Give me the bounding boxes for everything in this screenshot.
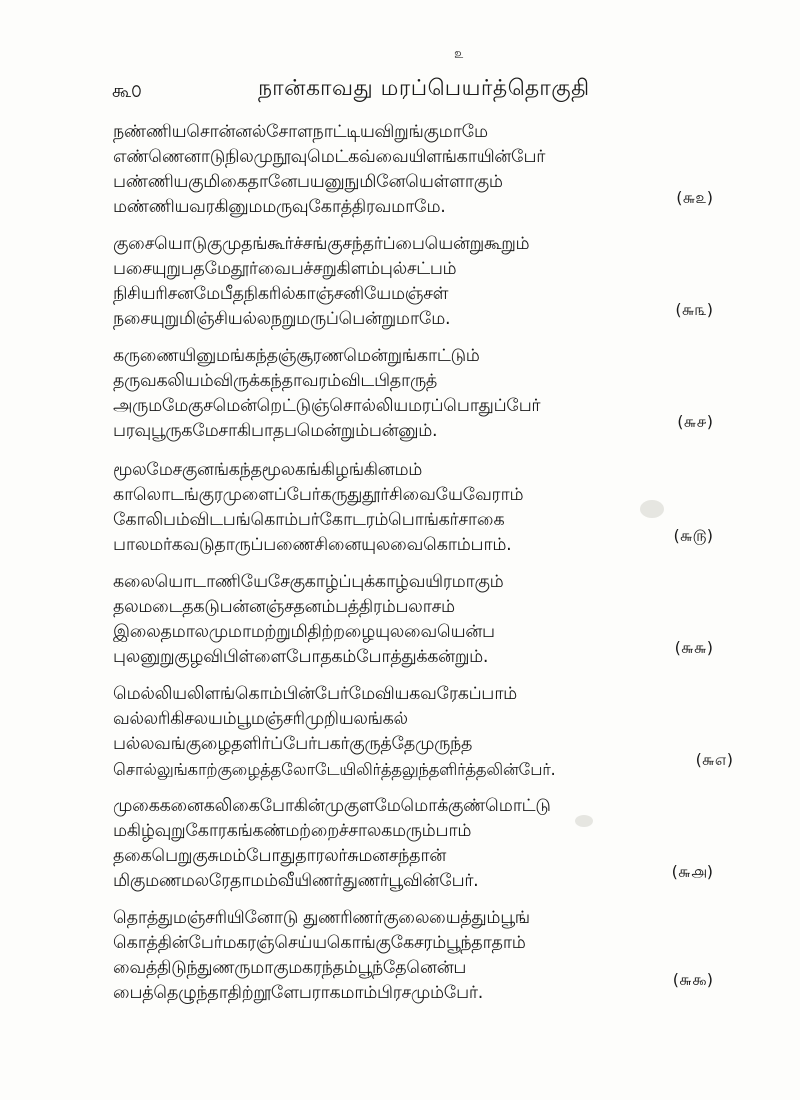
stanza-64 <box>113 344 713 444</box>
verse-line: நண்ணியசொன்னல்சோளநாட்டியவிறுங்குமாமே <box>113 122 488 142</box>
verse-number: (௬௭) <box>695 750 733 769</box>
verse-line: எண்ணெனாடுநிலமுநூவுமெட்கவ்வையிளங்காயின்பேர் <box>113 147 546 167</box>
verse-line: தகைபெறுகுசுமம்போதுதாரலர்சுமனசந்தான் <box>113 846 447 866</box>
verse-line: தருவகலியம்விருக்கந்தாவரம்விடபிதாருத் <box>113 371 437 391</box>
verse-line: வல்லரிகிசலயம்பூமஞ்சரிமுறியலங்கல் <box>113 709 408 729</box>
verse-line: தொத்துமஞ்சரியினோடு துணரிணர்குலையைத்தும்பூங் <box>113 908 530 928</box>
verse-number: (௬௯) <box>672 970 713 989</box>
verse-line: சொல்லுங்காற்குழைத்தலோடேயிலிர்த்தலுந்தளிர்த்தலின்பேர். <box>113 760 556 779</box>
verse-line: மண்ணியவரகினுமமருவுகோத்திரவமாமே. <box>113 197 446 217</box>
verse-line: தலமடைதகடுபன்னஞ்சதனம்பத்திரம்பலாசம் <box>113 597 455 617</box>
stanza-69 <box>113 906 713 1006</box>
verse-number: (௬௫) <box>673 526 713 545</box>
verse-line: கோலிபம்விடபங்கொம்பர்கோடரம்பொங்கர்சாகை <box>113 510 505 530</box>
stanza-67 <box>113 682 733 782</box>
verse-line: காலொடங்குரமுளைப்பேர்கருதுதூர்சிவையேவேராம் <box>113 485 524 505</box>
verse-number: (௬௬) <box>674 638 713 657</box>
verse-line: கலையொடாணியேசேகுகாழ்ப்புக்காழ்வயிரமாகும் <box>113 572 504 592</box>
verse-line: மகிழ்வுறுகோரகங்கண்மற்றைச்சாலகமரும்பாம் <box>113 821 472 841</box>
stanza-62 <box>113 120 713 220</box>
verse-line: மூலமேசகுனங்கந்தமூலகங்கிழங்கினமம் <box>113 460 423 480</box>
verse-number: (௬௩) <box>675 300 713 319</box>
stanza-68 <box>113 794 713 894</box>
verse-line: மெல்லியலிளங்கொம்பின்பேர்மேவியகவரேகப்பாம் <box>113 684 517 704</box>
verse-line: கொத்தின்பேர்மகரஞ்செய்யகொங்குகேசரம்பூந்தாதாம் <box>113 933 526 953</box>
running-head: நான்காவது மரப்பெயர்த்தொகுதி <box>258 76 590 101</box>
stanza-65 <box>113 458 713 558</box>
verse-line: குசையொடுகுமுதங்கூர்ச்சங்குசந்தர்ப்பையென்றுகூறும் <box>113 234 530 254</box>
verse-line: முகைகனைகலிகைபோகின்முகுளமேமொக்குண்மொட்டு <box>113 796 551 816</box>
verse-line: வைத்திடுந்துணருமாகுமகரந்தம்பூந்தேனென்ப <box>113 958 467 978</box>
verse-line: நசையுறுமிஞ்சியல்லநறுமருப்பென்றுமாமே. <box>113 309 451 329</box>
verse-line: பண்ணியகுமிகைதானேபயனுநுமினேயெள்ளாகும் <box>113 172 503 192</box>
stanza-66 <box>113 570 713 670</box>
verse-line: அருமமேகுசமென்றெட்டுஞ்சொல்லியமரப்பொதுப்பேர் <box>113 396 541 416</box>
top-mark: ௨ <box>454 46 464 62</box>
verse-number: (௬௪) <box>677 412 713 431</box>
verse-line: புலனுறுகுழவிபிள்ளைபோதகம்போத்துக்கன்றும். <box>113 647 489 667</box>
verse-line: பல்லவங்குழைதளிர்ப்பேர்பகர்குருத்தேமுருந்த <box>113 734 473 754</box>
verse-line: பைத்தெழுந்தாதிற்றூளேபராகமாம்பிரசமும்பேர். <box>113 983 484 1003</box>
verse-number: (௬௨) <box>676 188 713 207</box>
verse-line: நிசியரிசனமேபீதநிகரில்காஞ்சனியேமஞ்சள் <box>113 284 449 304</box>
verse-line: பாலமர்கவடுதாருப்பணைசினையுலவைகொம்பாம். <box>113 535 512 555</box>
stanza-63 <box>113 232 713 332</box>
page-number: கூ௦ <box>112 80 142 102</box>
verse-line: பசையுறுபதமேதூர்வைபச்சறுகிளம்புல்சட்பம் <box>113 259 457 279</box>
verse-line: இலைதமாலமுமாமற்றுமிதிற்றழையுலவையென்ப <box>113 622 495 642</box>
verse-line: மிகுமணமலரேதாமம்வீயிணர்துணர்பூவின்பேர். <box>113 871 479 891</box>
verse-number: (௬௮) <box>671 862 713 881</box>
verse-line: பரவுபூருகமேசாகிபாதபமென்றும்பன்னும். <box>113 421 438 441</box>
verse-line: கருணையினுமங்கந்தஞ்சூரணமென்றுங்காட்டும் <box>113 346 480 366</box>
